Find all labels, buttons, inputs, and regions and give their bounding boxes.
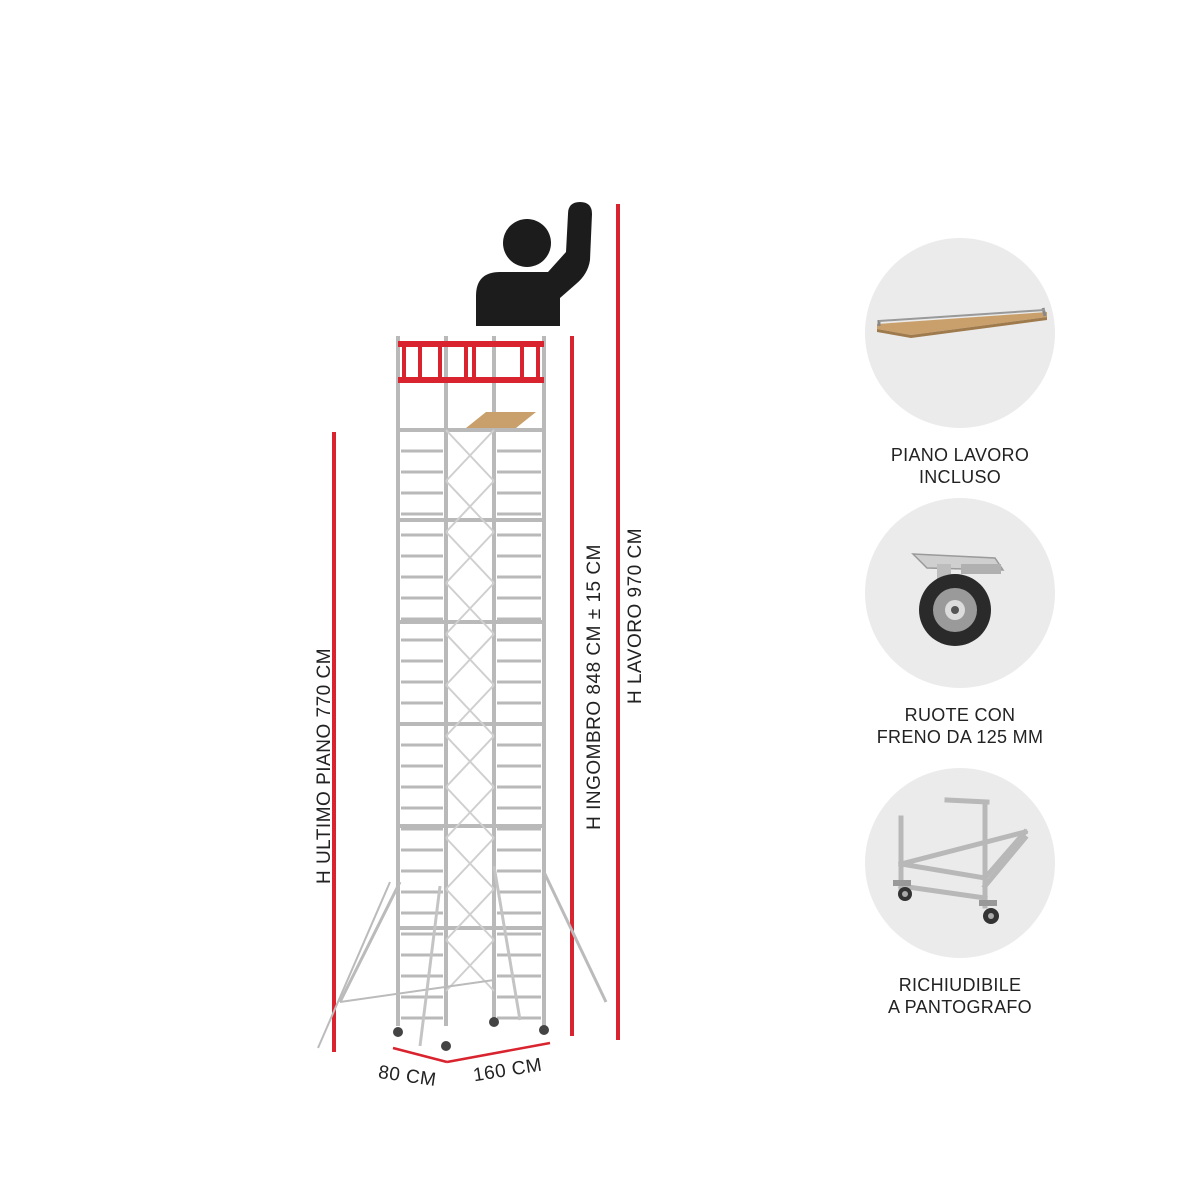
wheel-icon bbox=[865, 498, 1055, 688]
feature-work-platform bbox=[860, 238, 1060, 488]
feature-label-line2: INCLUSO bbox=[918, 467, 1002, 487]
side-ladder bbox=[420, 886, 440, 1046]
dimension-line-depth bbox=[393, 1048, 447, 1062]
dimension-label-width: 160 CM bbox=[471, 1054, 544, 1087]
tower-frame bbox=[318, 336, 606, 1051]
work-platform-plank bbox=[466, 412, 536, 428]
caster-wheel bbox=[489, 1017, 499, 1027]
feature-wheels bbox=[860, 498, 1060, 748]
dimension-label-depth: 80 CM bbox=[376, 1062, 438, 1091]
dimension-label-ultimo-piano: H ULTIMO PIANO 770 CM bbox=[314, 647, 335, 885]
plank-icon bbox=[865, 238, 1055, 428]
feature-circle bbox=[865, 768, 1055, 958]
dimension-label-lavoro: H LAVORO 970 CM bbox=[625, 527, 646, 705]
dimension-label-ingombro: H INGOMBRO 848 CM ± 15 CM bbox=[584, 544, 605, 830]
caster-wheel bbox=[441, 1041, 451, 1051]
caster-wheel bbox=[539, 1025, 549, 1035]
feature-label-line1: PIANO LAVORO bbox=[890, 445, 1030, 465]
stabilizer-right bbox=[544, 872, 606, 1002]
feature-label-line1: RICHIUDIBILE bbox=[898, 975, 1022, 995]
feature-label-line2: FRENO DA 125 MM bbox=[876, 727, 1044, 747]
stabilizer-left bbox=[340, 882, 400, 1002]
stabilizer-left bbox=[318, 882, 390, 1048]
feature-label-line1: RUOTE CON bbox=[904, 705, 1016, 725]
caster-wheel bbox=[393, 1027, 403, 1037]
feature-circle bbox=[865, 498, 1055, 688]
feature-label-line2: A PANTOGRAFO bbox=[888, 997, 1032, 1017]
feature-folding bbox=[860, 768, 1060, 1018]
stabilizer-tie bbox=[340, 980, 494, 1002]
person-icon bbox=[476, 202, 592, 326]
feature-circle bbox=[865, 238, 1055, 428]
folding-frame-icon bbox=[865, 768, 1055, 958]
